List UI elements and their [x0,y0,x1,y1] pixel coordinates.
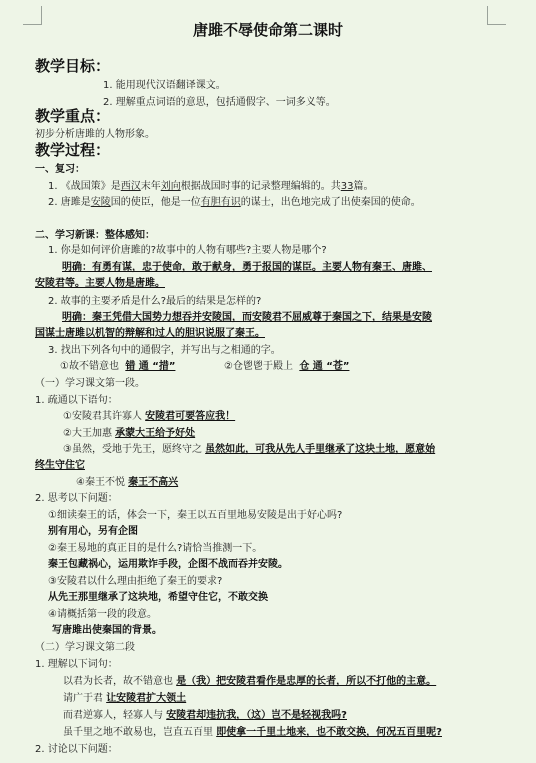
part1-step-2: 2. 思考以下问题： [35,493,118,504]
part1-answer-3: 从先王那里继承了这块地，希望守住它，不敢交换 [48,592,268,603]
question-2: 2. 故事的主要矛盾是什么?最后的结果是怎样的? [48,296,262,307]
part1-phrase-2: ②大王加惠 承蒙大王给予好处 [63,428,196,439]
review-item-2: 2. 唐雎是安陵国的使臣，他是一位有胆有识的谋士，出色地完成了出使秦国的使命。 [48,197,421,208]
answer-1-line1: 明确：有勇有谋，忠于使命，敢于献身，勇于报国的谋臣。主要人物有秦王、唐雎、 [62,262,432,273]
goals-heading: 教学目标： [35,57,111,75]
answer-1-line2: 安陵君等。主要人物是唐雎。 [35,278,165,289]
part2-phrase-2: 请广于君 让安陵君扩大领土 [63,693,187,704]
part2-phrase-3: 而君逆寡人，轻寡人与 安陵君却违抗我，（这）岂不是轻视我吗? [63,710,347,721]
part1-answer-1: 别有用心，另有企图 [48,526,138,537]
part1-heading: （一）学习课文第一段。 [35,378,145,389]
part1-phrase-1: ①安陵君其许寡人 安陵君可要答应我！ [63,411,236,422]
part1-answer-2: 秦王包藏祸心，运用欺诈手段，企图不战而吞并安陵。 [48,559,288,570]
part1-step-1: 1. 疏通以下语句： [35,395,118,406]
part1-phrase-3: ③虽然，受地于先王，愿终守之 虽然如此，可我从先人手里继承了这块土地，愿意始 [63,444,436,455]
part2-phrase-1: 以君为长者，故不错意也 是（我）把安陵君看作是忠厚的长者，所以不打他的主意。 [63,676,437,687]
question-3: 3. 找出下列各句中的通假字，并写出与之相通的字。 [48,345,281,356]
part2-step-2: 2. 讨论以下问题： [35,744,118,755]
part2-heading: （二）学习课文第二段 [35,642,135,653]
newlesson-heading: 二、学习新课：整体感知： [35,230,155,241]
process-heading: 教学过程： [35,141,111,159]
tongjia-item-1: ①故不错意也 错 通 “措” [60,361,176,372]
tongjia-item-2: ②仓鬯鬯于殿上 仓 通 “苍” [224,361,350,372]
goal-item-2: 2. 理解重点词语的意思，包括通假字、一词多义等。 [103,97,336,108]
part1-question-3: ③安陵君以什么理由拒绝了秦王的要求? [48,576,223,587]
part1-phrase-4: ④秦王不悦 秦王不高兴 [76,477,179,488]
question-1: 1. 你是如何评价唐雎的?故事中的人物有哪些?主要人物是哪个? [48,245,327,256]
part1-question-2: ②秦王易地的真正目的是什么?请恰当推测一下。 [48,543,263,554]
part1-question-1: ①细读秦王的话，体会一下，秦王以五百里地易安陵是出于好心吗? [48,510,343,521]
review-heading: 一、复习： [35,164,85,175]
part2-phrase-4: 虽千里之地不敢易也，岂直五百里 即使拿一千里土地来，也不敢交换，何况五百里呢? [63,727,442,738]
keypoint-heading: 教学重点： [35,107,111,125]
page-title: 唐雎不辱使命第二课时 [192,21,343,39]
answer-2-line2: 国谋士唐雎以机智的辩解和过人的胆识说服了秦王。 [35,328,265,339]
goal-item-1: 1. 能用现代汉语翻译课文。 [103,80,226,91]
part1-question-4: ④请概括第一段的段意。 [48,609,157,620]
part1-answer-4: 写唐雎出使秦国的背景。 [52,625,162,636]
keypoint-text: 初步分析唐雎的人物形象。 [35,129,155,140]
review-item-1: 1. 《战国策》是西汉末年刘向根据战国时事的记录整理编辑的。共33篇。 [48,181,374,192]
answer-2-line1: 明确：秦王凭借大国势力想吞并安陵国，而安陵君不屈威尊于秦国之下，结果是安陵 [62,312,432,323]
part1-phrase-3-cont: 终生守住它 [35,460,85,471]
part2-step-1: 1. 理解以下词句： [35,659,118,670]
